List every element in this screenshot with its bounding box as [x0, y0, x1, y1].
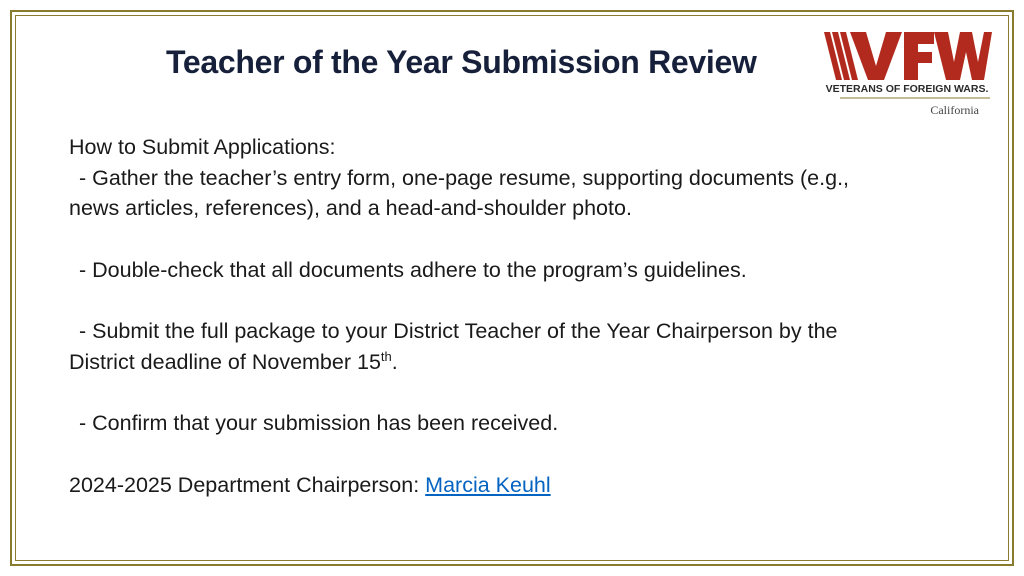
step-2: - Double-check that all documents adhere to the program’s guidelines. [79, 257, 747, 282]
logo-org-name: VETERANS OF FOREIGN WARS. [825, 83, 989, 95]
step-3-deadline-text: District deadline of November 15 [69, 349, 381, 374]
vfw-logo-graphic [822, 28, 992, 120]
logo-region: California [930, 103, 979, 117]
chairperson-name-link[interactable]: Marcia Keuhl [425, 472, 551, 497]
step-1-line-2: news articles, references), and a head-and-shoulder photo. [69, 196, 632, 221]
vfw-california-logo [822, 28, 992, 120]
chairperson-label: 2024-2025 Department Chairperson: [69, 472, 426, 497]
page-title: Teacher of the Year Submission Review [166, 44, 757, 80]
step-4: - Confirm that your submission has been received. [79, 411, 559, 436]
step-3-period: . [391, 349, 398, 374]
instructions-heading: How to Submit Applications: [69, 135, 336, 159]
step-3-line-1: - Submit the full package to your District Teacher of the Year Chairperson by the [79, 319, 838, 344]
chairperson-line [69, 470, 959, 501]
step-1-line-1: - Gather the teacher’s entry form, one-page resume, supporting documents (e.g., [79, 165, 850, 190]
step-3-line-2 [69, 347, 959, 378]
instructions-body [69, 132, 959, 500]
ordinal-suffix: th [380, 348, 392, 364]
